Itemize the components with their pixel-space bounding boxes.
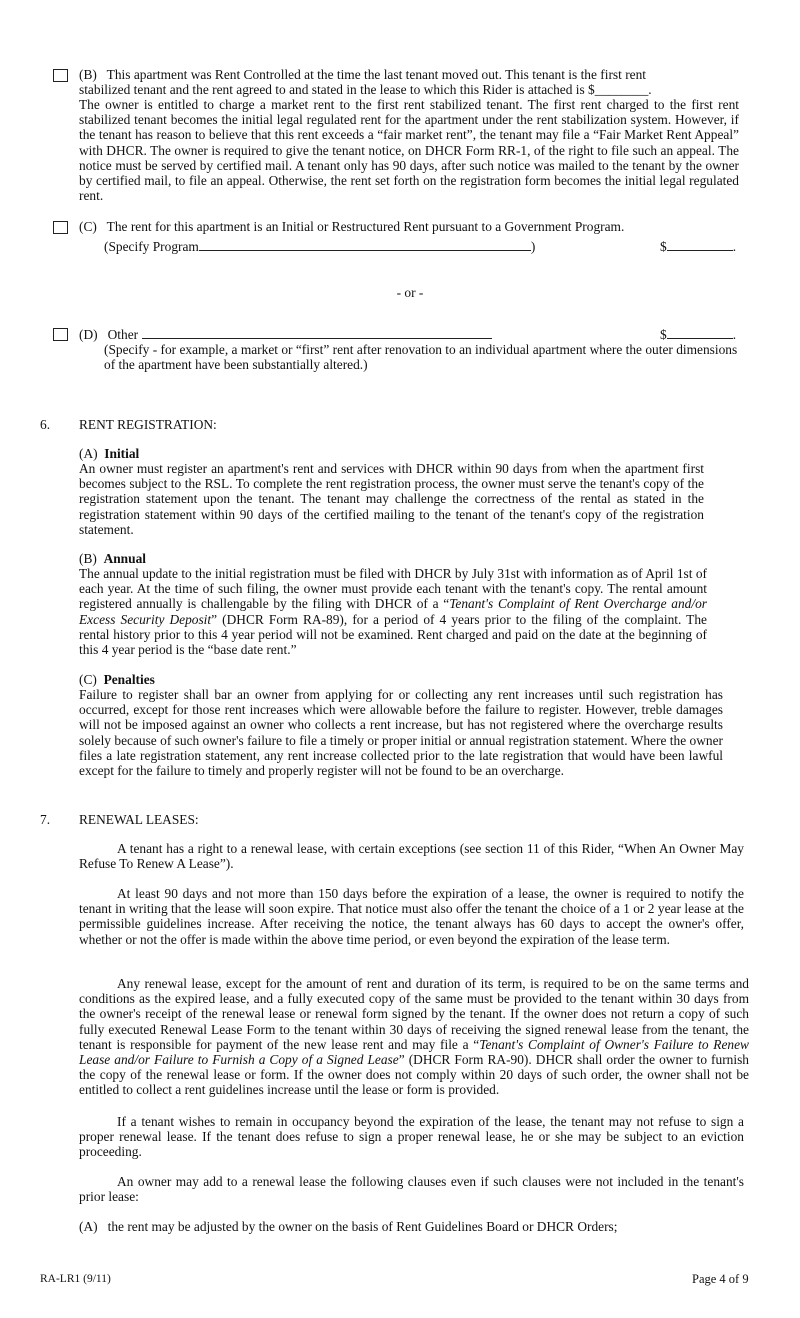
option-c-specify-line [104, 238, 754, 254]
option-c-close-paren: ) [530, 239, 536, 254]
section-7-p5: An owner may add to a renewal lease the following clauses even if such clauses were not included in the tenant's prior lease: [79, 1174, 744, 1205]
option-d-other-field[interactable] [142, 326, 492, 339]
section-7-a-label: (A) [79, 1219, 98, 1234]
section-7-p3 [79, 976, 749, 1098]
section-7-a-text: the rent may be adjusted by the owner on the basis of Rent Guidelines Board or DHCR Orders; [107, 1219, 618, 1234]
section-6-c-label: (C) [79, 672, 97, 687]
section-6-b-text-1: The annual update to the initial registration must be filed with DHCR by July 31st with information as of April 1st of each year. At the time of such filing, the owner must provide each tenant with the tenant's copy. The rental amount registered annually is challengable by the filing with DHCR of a “ [79, 566, 707, 612]
section-7-p3-text-2: ” (DHCR Form RA-90). DHCR shall order the owner to furnish the copy of the renewal lease or form. If the owner does not comply within 20 days of such order, the owner shall not be entitled to collect a rent guidelines increase until the lease or form is provided. [79, 1052, 749, 1098]
section-6-a-label: (A) [79, 446, 98, 461]
section-6-b-heading [79, 551, 146, 566]
section-6-b-text-2: ” (DHCR Form RA-89), for a period of 4 years prior to the filing of the complaint. The rental history prior to this 4 year period will not be examined. Rent charged and paid on the date at the beginning of this 4 year period is the “base date rent.” [79, 611, 708, 658]
section-7-p3-text-1: Any renewal lease, except for the amount of rent and duration of its term, is required to be on the same terms and conditions as the expired lease, and a fully executed copy of the same must be provided to the tenant within 30 days from the owner's receipt of the renewal lease or renewal form signed by the tenant. If the owner does not return a copy of such fully executed Renewal Lease Form to the tenant within 30 days of receiving the signed renewal lease from the tenant, the tenant is responsible for payment of the new lease rent and may file a “ [79, 976, 749, 1052]
option-b-line2: stabilized tenant and the rent agreed to and stated in the lease to which this Rider is attached is $________. [79, 82, 652, 97]
section-7-p1: A tenant has a right to a renewal lease, with certain exceptions (see section 11 of this Rider, “When An Owner May Refuse To Renew A Lease”). [79, 841, 744, 872]
section-7-p2: At least 90 days and not more than 150 days before the expiration of a lease, the owner is required to notify the tenant in writing that the lease will soon expire. That notice must also offer the tenant the choice of a 1 or 2 year lease at the permissible guidelines increase. After receiving the notice, the tenant always has 60 days to accept the owner's offer, whether or not the offer is made within the above time period, or even beyond the expiration of the lease term. [79, 886, 744, 947]
option-c-checkbox[interactable] [53, 221, 68, 234]
option-c-program-field[interactable] [199, 238, 531, 251]
section-7-number: 7. [40, 812, 51, 827]
section-6-c-text: Failure to register shall bar an owner from applying for or collecting any rent increases until such registration has occurred, except for those rent increases which were allowable before the failure to register. However, treble damages will not be imposed against an owner who collects a rent increase, but has not registered where the overcharge results solely because of such owner's failure to file a timely or proper initial or annual registration statement. Where the owner files a late registration statement, any rent increase collected prior to the late registration that would have been lawful except for the failure to timely and properly register will not be found to be an overcharge. [79, 687, 723, 779]
option-c-amount-field[interactable] [667, 238, 733, 251]
option-d-other: Other [107, 327, 139, 342]
option-d-label: (D) [79, 327, 98, 342]
footer-page-number: Page 4 of 9 [692, 1272, 749, 1286]
option-b-label: (B) [79, 67, 97, 82]
section-6-a-title: Initial [104, 446, 140, 461]
option-c-amount: $ . [660, 239, 737, 254]
option-b-line1 [79, 67, 749, 82]
section-6-title: RENT REGISTRATION: [79, 417, 217, 432]
option-b-line1-text: This apartment was Rent Controlled at the time the last tenant moved out. This tenant is the first rent [106, 67, 647, 82]
section-7-a-item [79, 1219, 749, 1234]
option-d-specify: (Specify - for example, a market or “first” rent after renovation to an individual apartment where the outer dimensions of the apartment have been substantially altered.) [104, 342, 738, 373]
section-6-a-text: An owner must register an apartment's rent and services with DHCR within 90 days from when the apartment first becomes subject to the RSL. To complete the rent registration process, the owner must serve the tenant's copy of the registration statement upon the tenant. The tenant may challenge the correctness of the rental as stated in the registration statement within 90 days of the certified mailing to the tenant of the tenant's copy of the registration statement. [79, 461, 704, 537]
option-c-label: (C) [79, 219, 97, 234]
option-c-line1-text: The rent for this apartment is an Initial or Restructured Rent pursuant to a Government Program. [106, 219, 625, 234]
section-6-c-heading [79, 672, 155, 687]
section-6-b-title: Annual [103, 551, 146, 566]
option-b-body: The owner is entitled to charge a market rent to the first rent stabilized tenant. The first rent charged to the first rent stabilized tenant becomes the initial legal regulated rent for the apartment under the rent stabilization system. However, if the tenant has reason to believe that this rent exceeds a “fair market rent”, the tenant may file a “Fair Market Rent Appeal” with DHCR. The owner is required to give the tenant notice, on DHCR Form RR-1, of the right to file such an appeal. The notice must be served by certified mail. A tenant only has 90 days, after such notice was mailed to the tenant by the owner by certified mail, to file an appeal. Otherwise, the rent set forth on the registration form becomes the initial legal regulated rent. [79, 97, 739, 204]
option-d-checkbox[interactable] [53, 328, 68, 341]
option-d-amount-field[interactable] [667, 326, 733, 339]
option-d-line1 [79, 326, 639, 342]
option-c-line1 [79, 219, 759, 234]
option-d-dollar: $ [660, 327, 667, 342]
section-6-b-label: (B) [79, 551, 97, 566]
option-c-specify-label: (Specify Program [104, 239, 199, 254]
option-b-checkbox[interactable] [53, 69, 68, 82]
section-6-a-heading [79, 446, 139, 461]
or-divider: - or - [396, 285, 424, 300]
section-7-title: RENEWAL LEASES: [79, 812, 199, 827]
section-7-p4: If a tenant wishes to remain in occupancy beyond the expiration of the lease, the tenant may not refuse to sign a proper renewal lease. If the tenant does refuse to sign a proper renewal lease, he or she may be subject to an eviction proceeding. [79, 1114, 744, 1160]
option-c-dollar: $ [660, 239, 667, 254]
section-6-b-complaint-form: Tenant's Complaint of Rent Overcharge and/or Excess Security Deposit [79, 596, 707, 627]
option-d-amount: $ . [660, 327, 737, 342]
section-6-c-title: Penalties [103, 672, 155, 687]
footer-form-id: RA-LR1 (9/11) [40, 1273, 111, 1285]
section-6-number: 6. [40, 417, 51, 432]
section-6-b-text [79, 566, 707, 657]
section-7-p3-complaint-form: Tenant's Complaint of Owner's Failure to Renew Lease and/or Failure to Furnish a Copy of a Signed Lease [79, 1036, 749, 1068]
